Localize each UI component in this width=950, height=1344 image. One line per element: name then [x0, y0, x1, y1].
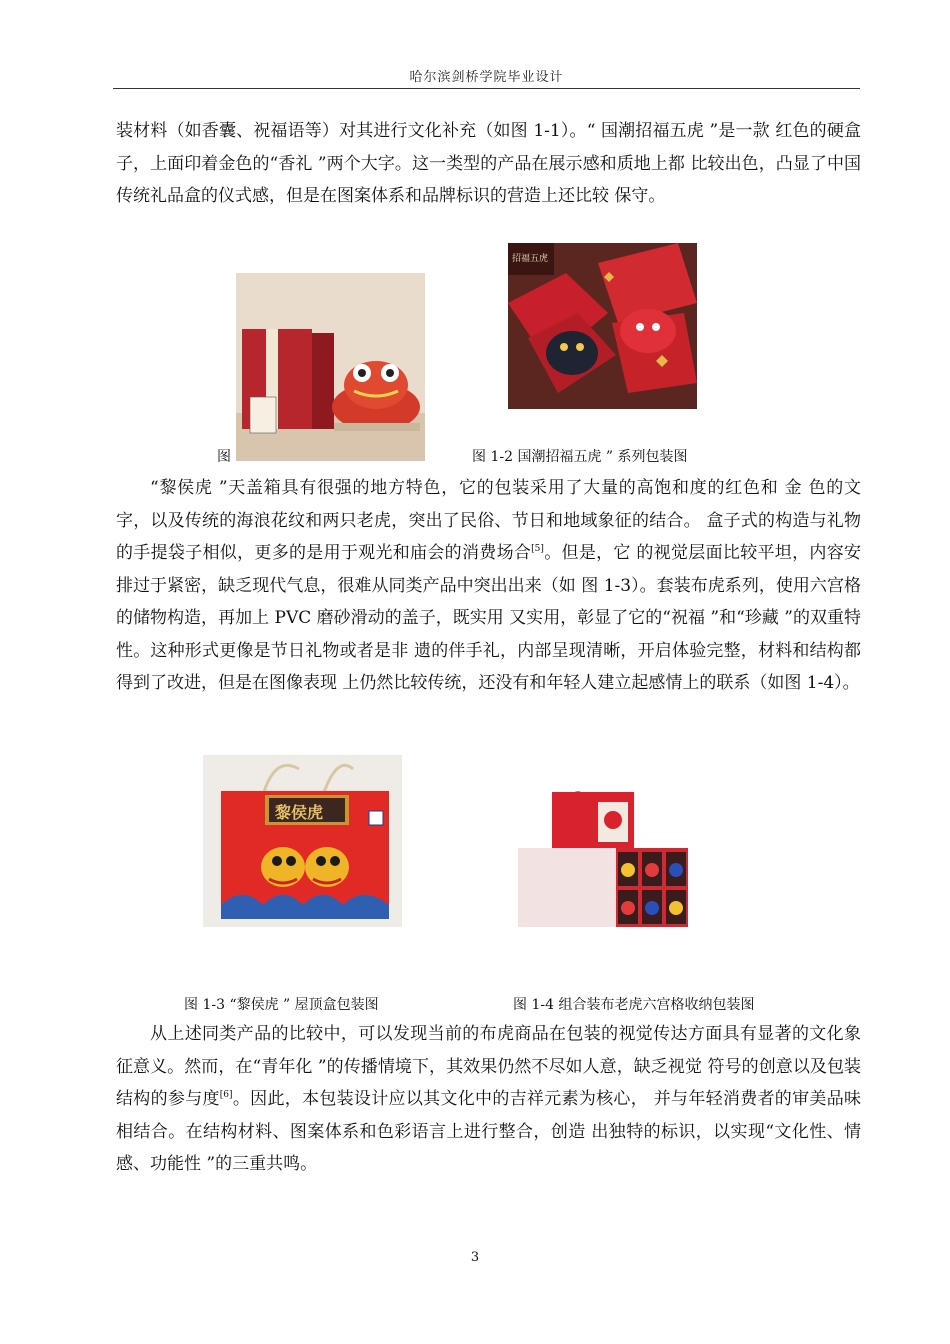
paragraph-3-text-b: 。因此，本包装设计应以其文化中的吉祥元素为核心， 并与年轻消费者的审美品味相结合。在结构材料、图案体系和色彩语言上进行整合，创造 出独特的标识，以实现“文化性、情感、功能性 ”的三重共鸣。 — [116, 1089, 862, 1174]
header-rule — [113, 88, 860, 89]
figure-1-3-image — [203, 755, 402, 927]
citation-6: [6] — [219, 1090, 233, 1100]
figure-1-1-caption: 图 — [217, 449, 231, 465]
figure-1-1-drawing — [236, 273, 425, 461]
figure-1-3-box-text: 黎侯虎 — [275, 803, 324, 822]
figure-1-1-image — [236, 273, 425, 461]
figure-1-2-drawing — [508, 243, 697, 409]
paragraph-3 — [116, 1018, 861, 1181]
figure-1-3-drawing — [203, 755, 402, 927]
citation-5: [5] — [531, 544, 544, 554]
figure-1-2-image — [508, 243, 697, 409]
figure-1-3-caption: 图 1-3 “黎侯虎 ” 屋顶盒包装图 — [184, 997, 379, 1013]
figure-1-4-drawing — [518, 790, 688, 927]
paragraph-2 — [116, 472, 861, 700]
figure-1-2-box-text: 招福五虎 — [512, 254, 549, 264]
page-number: 3 — [470, 1250, 480, 1265]
figure-1-2-caption: 图 1-2 国潮招福五虎 ” 系列包装图 — [472, 449, 688, 465]
paragraph-3-text-a: 从上述同类产品的比较中，可以发现当前的布虎商品在包装的视觉传达方面具有显著的文化象征意义。然而，在“青年化 ”的传播情境下，其效果仍然不尽如人意，缺乏视觉 符号的创意以及包装结构的参与度 — [116, 1024, 861, 1109]
paragraph-2-text-b: 。但是，它 的视觉层面比较平坦，内容安排过于紧密，缺乏现代气息，很难从同类产品中突出出来（如 图 1-3）。套装布虎系列，使用六宫格的储物构造，再加上 PVC 磨砂滑动的盖子，既实用 又实用，彰显了它的“祝福 ”和“珍藏 ”的双重特性。这种形式更像是节日礼物或者是非 遗的伴手礼，内部呈现清晰，开启体验完整，材料和结构都得到了改进，但是在图像表现 上仍然比较传统，还没有和年轻人建立起感情上的联系（如图 1-4）。 — [116, 543, 862, 693]
figure-1-4-image — [518, 790, 688, 927]
page-header: 哈尔滨剑桥学院毕业设计 — [409, 70, 564, 85]
paragraph-1: 装材料（如香囊、祝福语等）对其进行文化补充（如图 1-1）。“ 国潮招福五虎 ”是一款 红色的硬盒子，上面印着金色的“香礼 ”两个大字。这一类型的产品在展示感和质地上都 比较出色，凸显了中国传统礼品盒的仪式感，但是在图案体系和品牌标识的营造上还比较 保守。 — [116, 121, 861, 206]
figure-1-4-caption: 图 1-4 组合装布老虎六宫格收纳包装图 — [513, 997, 755, 1013]
paragraph-2-text-a: “黎侯虎 ”天盖箱具有很强的地方特色，它的包装采用了大量的高饱和度的红色和 金 色的文字，以及传统的海浪花纹和两只老虎，突出了民俗、节日和地域象征的结合。 盒子式的构造与礼物的手提袋子相似，更多的是用于观光和庙会的消费场合 — [116, 478, 861, 563]
